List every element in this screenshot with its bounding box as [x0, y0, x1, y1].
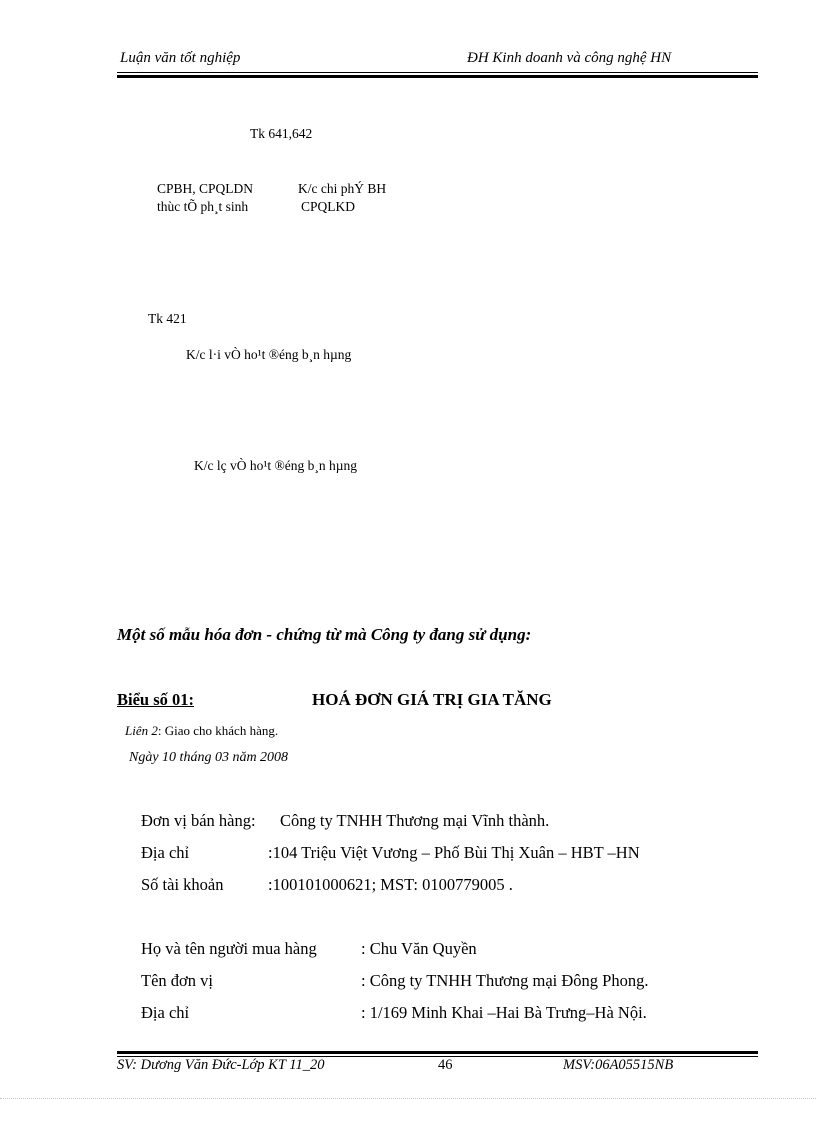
seller-account-label: Số tài khoản [141, 875, 224, 894]
invoice-title: HOÁ ĐƠN GIÁ TRỊ GIA TĂNG [312, 690, 552, 709]
header-rule-thick [117, 75, 758, 78]
footer-rule-thick [117, 1051, 758, 1054]
seller-address-value: :104 Triệu Việt Vương – Phố Bùi Thị Xuân – HBT –HN [268, 843, 640, 862]
invoice-lien-label: Liên 2 [125, 723, 158, 738]
footer-msv: MSV:06A05515NB [563, 1057, 674, 1073]
seller-address-label: Địa chỉ [141, 843, 190, 862]
tk-421-label: Tk 421 [148, 311, 187, 326]
kc-lai-label: K/c l·i vÒ ho¹t ®éng b¸n hµng [186, 347, 352, 362]
buyer-unit-value: : Công ty TNHH Thương mại Đông Phong. [361, 971, 649, 990]
section-title: Một số mẫu hóa đơn - chứng từ mà Công ty đang sử dụng: [117, 625, 532, 644]
invoice-lien-text: : Giao cho khách hàng. [157, 723, 279, 738]
cpbh-label-line2: thùc tÕ ph¸t sinh [157, 199, 249, 214]
buyer-name-label: Họ và tên người mua hàng [141, 939, 317, 958]
buyer-unit-label: Tên đơn vị [141, 971, 213, 990]
invoice-lien [125, 723, 278, 739]
footer-student: SV: Dương Văn Đức-Lớp KT 11_20 [117, 1057, 325, 1073]
kc-chiphi-label-line2: CPQLKD [301, 199, 356, 214]
tk-641-label: Tk 641,642 [250, 126, 313, 141]
invoice-label: Biểu số 01: [117, 690, 195, 709]
kc-chiphi-label-line1: K/c chi phÝ BH [298, 181, 387, 196]
footer-page-number: 46 [438, 1057, 453, 1073]
buyer-address-value: : 1/169 Minh Khai –Hai Bà Trưng–Hà Nội. [361, 1003, 647, 1022]
page-bottom-dotted-line [0, 1098, 816, 1100]
header-left: Luận văn tốt nghiệp [120, 50, 241, 66]
seller-account-value: :100101000621; MST: 0100779005 . [268, 875, 513, 894]
invoice-date: Ngày 10 tháng 03 năm 2008 [129, 750, 289, 765]
header-rule-thin [117, 72, 758, 73]
seller-unit-value: Công ty TNHH Thương mại Vĩnh thành. [280, 811, 550, 830]
buyer-name-value: : Chu Văn Quyền [361, 939, 477, 958]
cpbh-label-line1: CPBH, CPQLDN [157, 181, 254, 196]
buyer-address-label: Địa chỉ [141, 1003, 190, 1022]
seller-unit-label: Đơn vị bán hàng: [141, 811, 256, 830]
kc-lo-label: K/c lç vÒ ho¹t ®éng b¸n hµng [194, 458, 358, 473]
header-right: ĐH Kinh doanh và công nghệ HN [467, 50, 672, 66]
